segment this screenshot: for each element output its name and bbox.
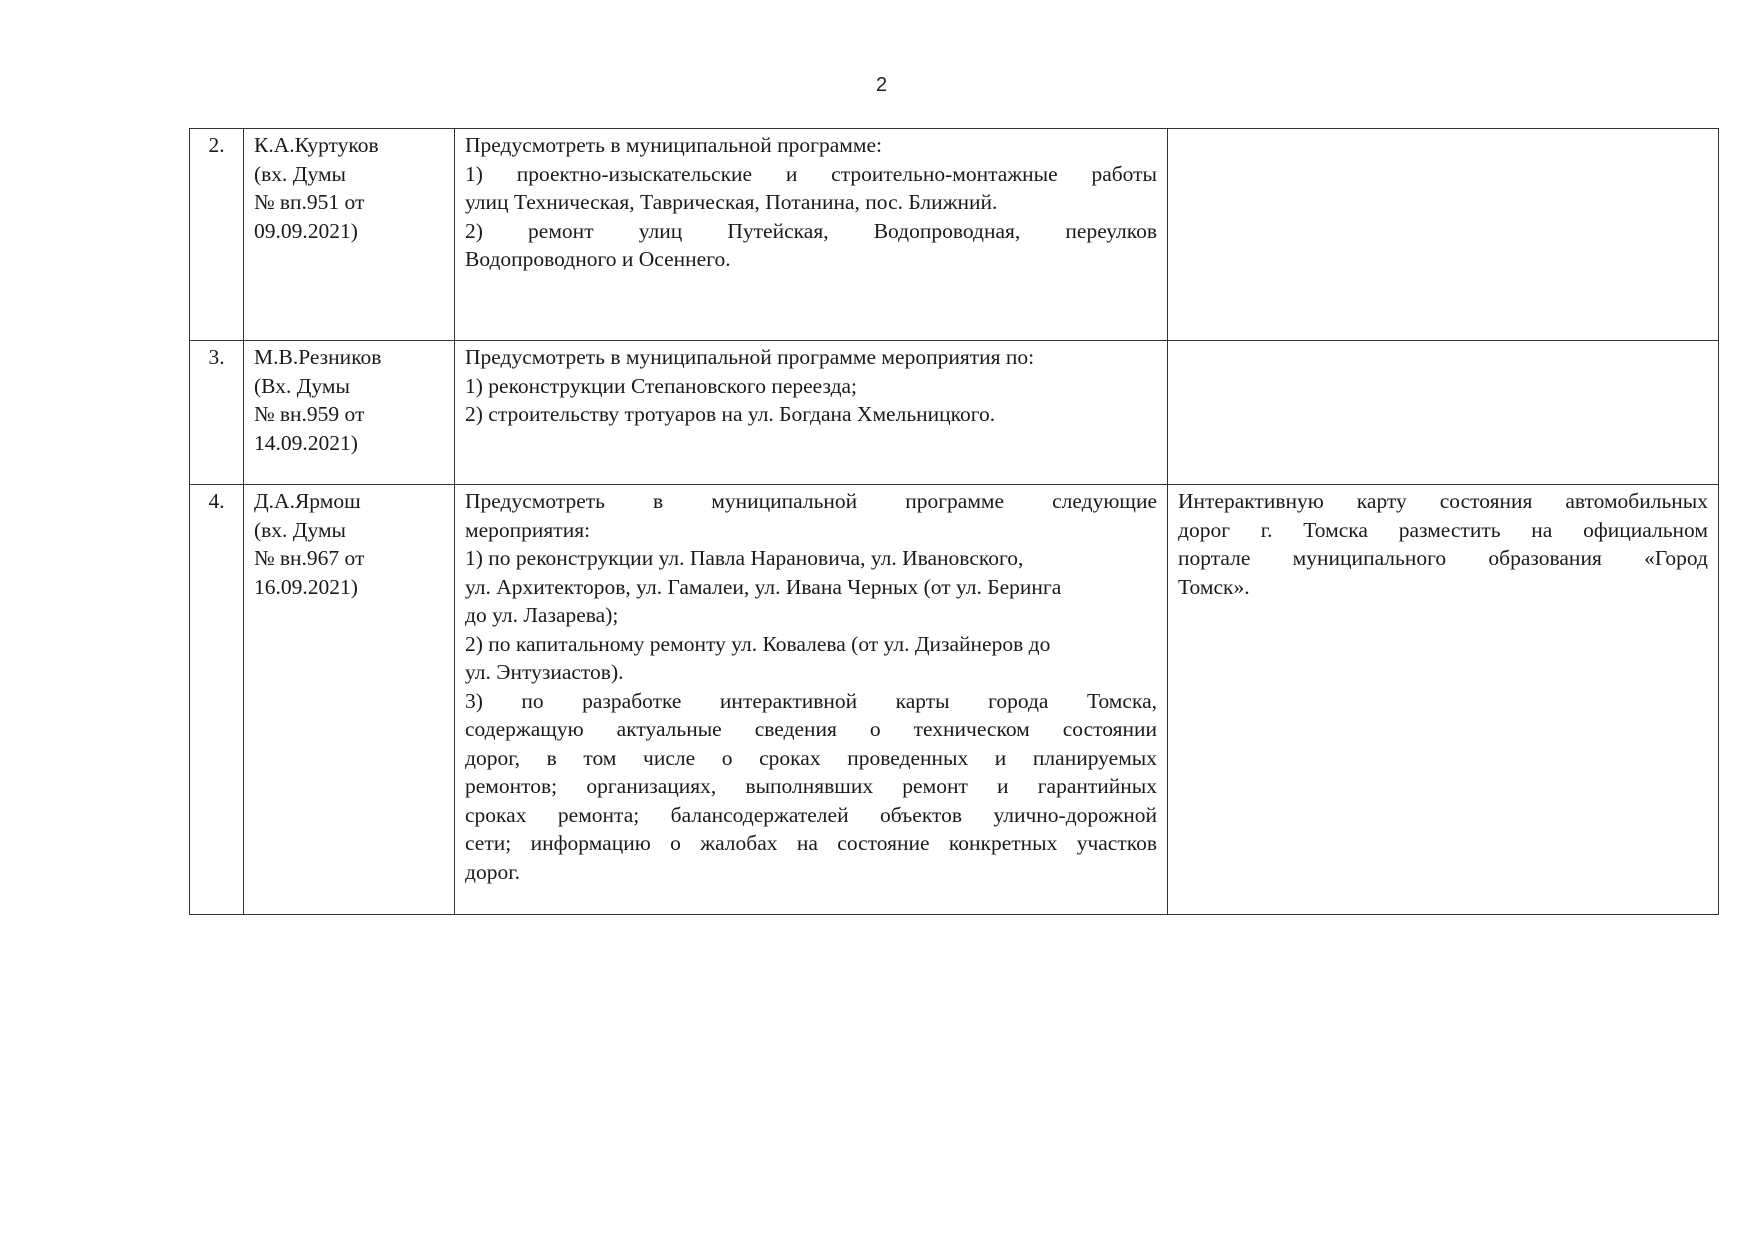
table-row (190, 129, 1719, 341)
author-ref-line: 09.09.2021) (254, 218, 358, 243)
proposal-line: Предусмотреть в муниципальной программе: (465, 133, 883, 157)
proposal-line: сроках ремонта; балансодержателей объектов улично-дорожной (465, 802, 1157, 827)
proposal-line: Водопроводного и Осеннего. (465, 247, 731, 271)
proposal-line: 3) по разработке интерактивной карты города Томска, (465, 688, 1157, 713)
author-ref-line: (Вх. Думы (254, 373, 350, 398)
proposals-table (189, 128, 1719, 915)
proposal-line: 1) реконструкции Степановского переезда; (465, 373, 858, 398)
author-cell (244, 485, 455, 915)
author-ref-line: № вп.951 от (254, 190, 365, 214)
author-cell (244, 129, 455, 341)
table-row (190, 485, 1719, 915)
proposal-line: 1) проектно-изыскательские и строительно-монтажные работы (465, 161, 1157, 186)
author-ref-line: 14.09.2021) (254, 430, 358, 455)
author-name: М.В.Резников (254, 345, 382, 369)
row-number: 4. (190, 485, 244, 915)
proposal-line: 2) ремонт улиц Путейская, Водопроводная, переулков (465, 218, 1157, 243)
note-line: портале муниципального образования «Город (1178, 546, 1708, 570)
author-name: К.А.Куртуков (254, 133, 379, 157)
note-line: Интерактивную карту состояния автомобильных (1178, 489, 1708, 513)
proposal-cell (455, 341, 1168, 485)
note-cell (1168, 341, 1719, 485)
note-line: Томск». (1178, 574, 1250, 599)
note-cell (1168, 485, 1719, 915)
author-ref-line: (вх. Думы (254, 161, 346, 186)
author-ref-line: № вн.967 от (254, 546, 365, 570)
proposal-line: сети; информацию о жалобах на состояние конкретных участков (465, 831, 1157, 855)
proposal-cell (455, 485, 1168, 915)
author-ref-line: № вн.959 от (254, 402, 365, 426)
proposal-line: до ул. Лазарева); (465, 603, 619, 627)
table-row (190, 341, 1719, 485)
row-number: 3. (190, 341, 244, 485)
author-name: Д.А.Ярмош (254, 489, 361, 513)
proposal-line: улиц Техническая, Таврическая, Потанина, пос. Ближний. (465, 190, 998, 214)
author-cell (244, 341, 455, 485)
proposal-line: ул. Энтузиастов). (465, 660, 624, 684)
proposal-line: 1) по реконструкции ул. Павла Нарановича, ул. Ивановского, (465, 546, 1024, 570)
proposal-line: 2) по капитальному ремонту ул. Ковалева (от ул. Дизайнеров до (465, 631, 1051, 656)
proposal-line: дорог. (465, 859, 520, 884)
author-ref-line: 16.09.2021) (254, 574, 358, 599)
page-number: 2 (875, 74, 888, 96)
proposal-line: ул. Архитекторов, ул. Гамалеи, ул. Ивана Черных (от ул. Беринга (465, 574, 1062, 599)
proposal-line: Предусмотреть в муниципальной программе мероприятия по: (465, 345, 1035, 369)
note-line: дорог г. Томска разместить на официальном (1178, 517, 1708, 542)
proposal-line: ремонтов; организациях, выполнявших ремонт и гарантийных (465, 774, 1157, 798)
author-ref-line: (вх. Думы (254, 517, 346, 542)
note-cell (1168, 129, 1719, 341)
proposal-cell (455, 129, 1168, 341)
proposal-line: мероприятия: (465, 517, 591, 542)
proposal-line: Предусмотреть в муниципальной программе следующие (465, 489, 1157, 513)
proposal-line: содержащую актуальные сведения о техническом состоянии (465, 717, 1157, 741)
row-number: 2. (190, 129, 244, 341)
proposal-line: дорог, в том числе о сроках проведенных и планируемых (465, 745, 1157, 770)
proposal-line: 2) строительству тротуаров на ул. Богдана Хмельницкого. (465, 402, 996, 426)
